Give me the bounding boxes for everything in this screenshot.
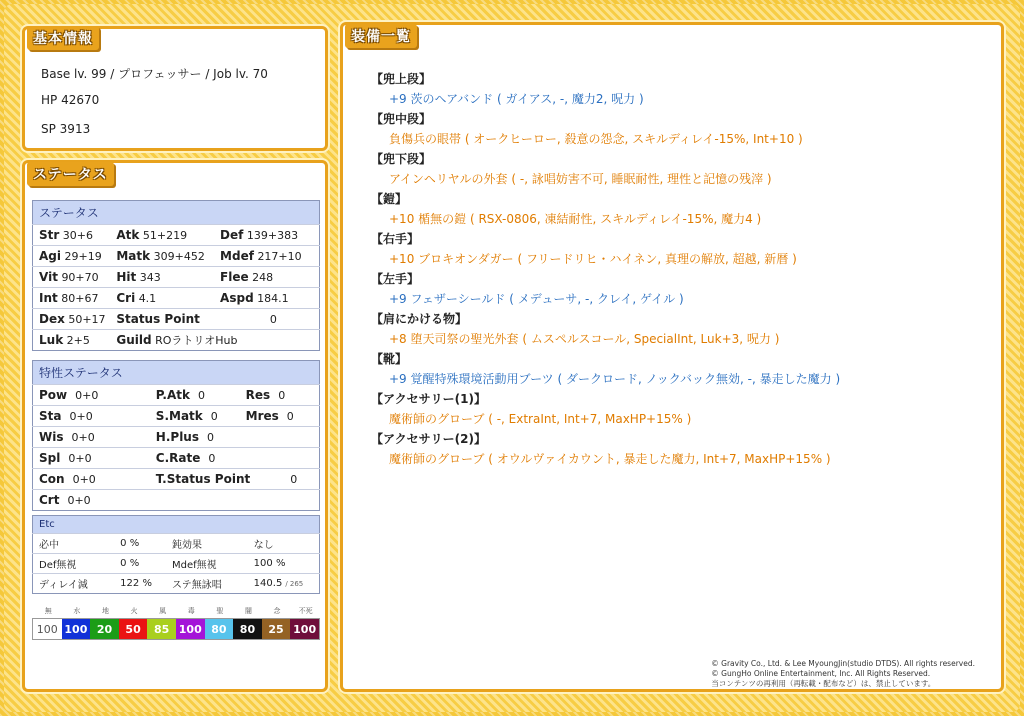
stat-label: Aspd bbox=[220, 291, 254, 305]
trait-status-table bbox=[32, 360, 320, 511]
trait-label: Mres bbox=[245, 409, 279, 423]
equip-item: +8 堕天司祭の聖光外套 ( ムスペルスコール, SpecialInt, Luk+3, 呪力 ) bbox=[389, 332, 780, 346]
element-labels bbox=[34, 606, 320, 616]
table-row bbox=[33, 469, 320, 490]
equip-item: +9 茨のヘアバンド ( ガイアス, -, 魔力2, 呪力 ) bbox=[389, 92, 644, 106]
stat-label: Guild bbox=[116, 333, 152, 347]
stat-value: 248 bbox=[252, 271, 274, 284]
equip-item: アインヘリヤルの外套 ( -, 詠唱妨害不可, 睡眠耐性, 理性と記憶の残滓 ) bbox=[389, 172, 772, 186]
table-row bbox=[33, 554, 320, 574]
stat-value: 51+219 bbox=[142, 229, 188, 242]
etc-label: 鈍効果 bbox=[172, 540, 202, 551]
hp-value: HP 42670 bbox=[41, 93, 100, 107]
equip-item: +10 楯無の鎧 ( RSX-0806, 凍結耐性, スキルディレイ-15%, 魔力4 ) bbox=[389, 212, 762, 226]
stat-label: Vit bbox=[39, 270, 58, 284]
copyright-line: © Gravity Co., Ltd. & Lee MyoungJin(studio DTDS). All rights reserved. bbox=[711, 659, 975, 668]
trait-value: 0 bbox=[197, 389, 205, 402]
base-level-line: Base lv. 99 / プロフェッサー / Job lv. 70 bbox=[41, 67, 268, 81]
table-row bbox=[33, 385, 320, 406]
element-name: 地 bbox=[101, 607, 109, 615]
element-resist-value: 100 bbox=[290, 619, 319, 639]
stat-label: Matk bbox=[116, 249, 151, 263]
etc-label: Def無視 bbox=[39, 560, 77, 571]
equip-slot-label: 【靴】 bbox=[371, 352, 408, 366]
equip-item: 負傷兵の眼帯 ( オークヒーロー, 殺意の怨念, スキルディレイ-15%, Int+10 ) bbox=[389, 132, 803, 146]
trait-label: Pow bbox=[39, 388, 68, 402]
etc-value: 122 % bbox=[120, 578, 152, 589]
table-row bbox=[33, 490, 320, 511]
etc-label: 必中 bbox=[39, 540, 59, 551]
stat-value: 80+67 bbox=[61, 292, 99, 305]
stat-value: 50+17 bbox=[68, 313, 106, 326]
element-name: 聖 bbox=[216, 607, 224, 615]
equip-item: +10 ブロキオンダガー ( フリードリヒ・ハイネン, 真理の解放, 超越, 新暦 ) bbox=[389, 252, 797, 266]
status-table-title: ステータス bbox=[33, 201, 320, 225]
equip-slot-label: 【肩にかける物】 bbox=[371, 312, 468, 326]
etc-value: 140.5 bbox=[253, 578, 283, 589]
trait-value: 0 bbox=[210, 410, 218, 423]
equip-slot-label: 【兜下段】 bbox=[371, 152, 432, 166]
table-row bbox=[33, 309, 320, 330]
stat-label: Atk bbox=[116, 228, 140, 242]
trait-label: S.Matk bbox=[155, 409, 203, 423]
copyright-line: © GungHo Online Entertainment, Inc. All Rights Reserved. bbox=[711, 669, 931, 678]
status-panel bbox=[22, 160, 328, 692]
stat-value: 90+70 bbox=[61, 271, 99, 284]
equip-item: 魔術師のグローブ ( -, ExtraInt, Int+7, MaxHP+15% ) bbox=[389, 412, 692, 426]
trait-label: Sta bbox=[39, 409, 62, 423]
copyright-line: 当コンテンツの再利用（再転載・配布など）は、禁止しています。 bbox=[711, 679, 936, 688]
element-name: 火 bbox=[130, 607, 138, 615]
table-row bbox=[33, 330, 320, 351]
equip-slot-label: 【兜上段】 bbox=[371, 72, 432, 86]
equip-slot-label: 【右手】 bbox=[371, 232, 420, 246]
table-row bbox=[33, 267, 320, 288]
element-resist-value: 100 bbox=[176, 619, 205, 639]
etc-label: Mdef無視 bbox=[172, 560, 217, 571]
element-resist-value: 100 bbox=[33, 619, 62, 639]
element-name: 水 bbox=[73, 607, 81, 615]
equip-item: +9 フェザーシールド ( メデューサ, -, クレイ, ゲイル ) bbox=[389, 292, 684, 306]
trait-value: 0+0 bbox=[71, 431, 95, 444]
stat-label: Status Point bbox=[116, 312, 200, 326]
trait-value: 0+0 bbox=[67, 494, 91, 507]
etc-max: / 265 bbox=[285, 580, 304, 588]
guild-name: ROラトリオHub bbox=[155, 334, 238, 347]
trait-value: 0 bbox=[208, 452, 216, 465]
trait-value: 0+0 bbox=[75, 389, 99, 402]
stat-label: Def bbox=[220, 228, 244, 242]
copyright-notice bbox=[711, 659, 975, 689]
element-name: 闇 bbox=[244, 607, 252, 615]
element-name: 不死 bbox=[298, 607, 313, 615]
stat-label: Flee bbox=[220, 270, 249, 284]
equipment-list bbox=[371, 69, 991, 469]
stat-value: 30+6 bbox=[62, 229, 94, 242]
trait-label: Crt bbox=[39, 493, 60, 507]
table-row bbox=[33, 534, 320, 554]
stat-value: 139+383 bbox=[246, 229, 299, 242]
element-resist-value: 80 bbox=[205, 619, 234, 639]
table-row bbox=[33, 406, 320, 427]
equip-slot-label: 【アクセサリー(2)】 bbox=[371, 432, 486, 446]
stat-value: 4.1 bbox=[138, 292, 157, 305]
equip-slot-label: 【左手】 bbox=[371, 272, 420, 286]
basic-info-title: 基本情報 bbox=[27, 26, 99, 50]
sp-value: SP 3913 bbox=[41, 122, 91, 136]
stat-value: 0 bbox=[269, 313, 277, 326]
stat-label: Str bbox=[39, 228, 60, 242]
trait-label: Spl bbox=[39, 451, 61, 465]
stat-value: 343 bbox=[139, 271, 161, 284]
basic-info-panel bbox=[22, 26, 328, 151]
equipment-panel bbox=[340, 22, 1004, 692]
trait-label: P.Atk bbox=[155, 388, 190, 402]
trait-label: T.Status Point bbox=[155, 472, 251, 486]
element-resist-value: 85 bbox=[147, 619, 176, 639]
trait-table-title: 特性ステータス bbox=[33, 361, 320, 385]
equip-slot-label: 【鎧】 bbox=[371, 192, 408, 206]
stat-value: 217+10 bbox=[257, 250, 302, 263]
stat-value: 309+452 bbox=[153, 250, 205, 263]
table-row bbox=[33, 427, 320, 448]
trait-value: 0 bbox=[207, 431, 214, 444]
stat-value: 184.1 bbox=[257, 292, 289, 305]
equip-item: +9 覚醒特殊環境活動用ブーツ ( ダークロード, ノックバック無効, -, 暴走した魔力 ) bbox=[389, 372, 841, 386]
base-status-table bbox=[32, 200, 320, 351]
stat-value: 29+19 bbox=[64, 250, 102, 263]
element-name: 風 bbox=[159, 607, 167, 615]
table-row bbox=[33, 448, 320, 469]
element-name: 毒 bbox=[187, 607, 195, 615]
trait-value: 0 bbox=[278, 389, 286, 402]
table-row bbox=[33, 246, 320, 267]
element-resist-value: 20 bbox=[90, 619, 119, 639]
trait-label: Res bbox=[245, 388, 271, 402]
trait-value: 0+0 bbox=[72, 473, 96, 486]
trait-value: 0+0 bbox=[69, 410, 93, 423]
equip-slot-label: 【兜中段】 bbox=[371, 112, 432, 126]
etc-value: 0 % bbox=[120, 558, 140, 569]
trait-value: 0 bbox=[290, 473, 298, 486]
stat-label: Int bbox=[39, 291, 58, 305]
element-name: 無 bbox=[44, 607, 52, 615]
element-resist-value: 80 bbox=[233, 619, 262, 639]
trait-label: H.Plus bbox=[155, 430, 199, 444]
table-row bbox=[33, 225, 320, 246]
equipment-panel-title: 装備一覧 bbox=[345, 24, 417, 48]
stat-label: Agi bbox=[39, 249, 61, 263]
stat-label: Cri bbox=[116, 291, 136, 305]
stat-value: 2+5 bbox=[66, 334, 90, 347]
equip-item: 魔術師のグローブ ( オウルヴァイカウント, 暴走した魔力, Int+7, MaxHP+15% ) bbox=[389, 452, 831, 466]
etc-label: ステ無詠唱 bbox=[172, 580, 222, 591]
stat-label: Luk bbox=[39, 333, 64, 347]
table-row bbox=[33, 574, 320, 594]
table-row bbox=[33, 288, 320, 309]
element-resist-bar bbox=[32, 618, 320, 640]
equip-slot-label: 【アクセサリー(1)】 bbox=[371, 392, 486, 406]
etc-table bbox=[32, 515, 320, 594]
etc-value: 0 % bbox=[120, 538, 140, 549]
etc-label: ディレイ減 bbox=[39, 580, 88, 591]
trait-label: Wis bbox=[39, 430, 64, 444]
etc-table-title: Etc bbox=[33, 516, 320, 534]
stat-label: Mdef bbox=[220, 249, 254, 263]
trait-value: 0 bbox=[286, 410, 294, 423]
stat-label: Hit bbox=[116, 270, 137, 284]
element-resist-value: 100 bbox=[62, 619, 91, 639]
element-resist-value: 50 bbox=[119, 619, 148, 639]
trait-value: 0+0 bbox=[68, 452, 92, 465]
trait-label: Con bbox=[39, 472, 65, 486]
stat-label: Dex bbox=[39, 312, 65, 326]
trait-label: C.Rate bbox=[155, 451, 201, 465]
element-resist-value: 25 bbox=[262, 619, 291, 639]
element-name: 念 bbox=[273, 607, 281, 615]
etc-value: 100 % bbox=[253, 558, 286, 569]
etc-value: なし bbox=[253, 540, 274, 551]
status-panel-title: ステータス bbox=[27, 162, 114, 186]
